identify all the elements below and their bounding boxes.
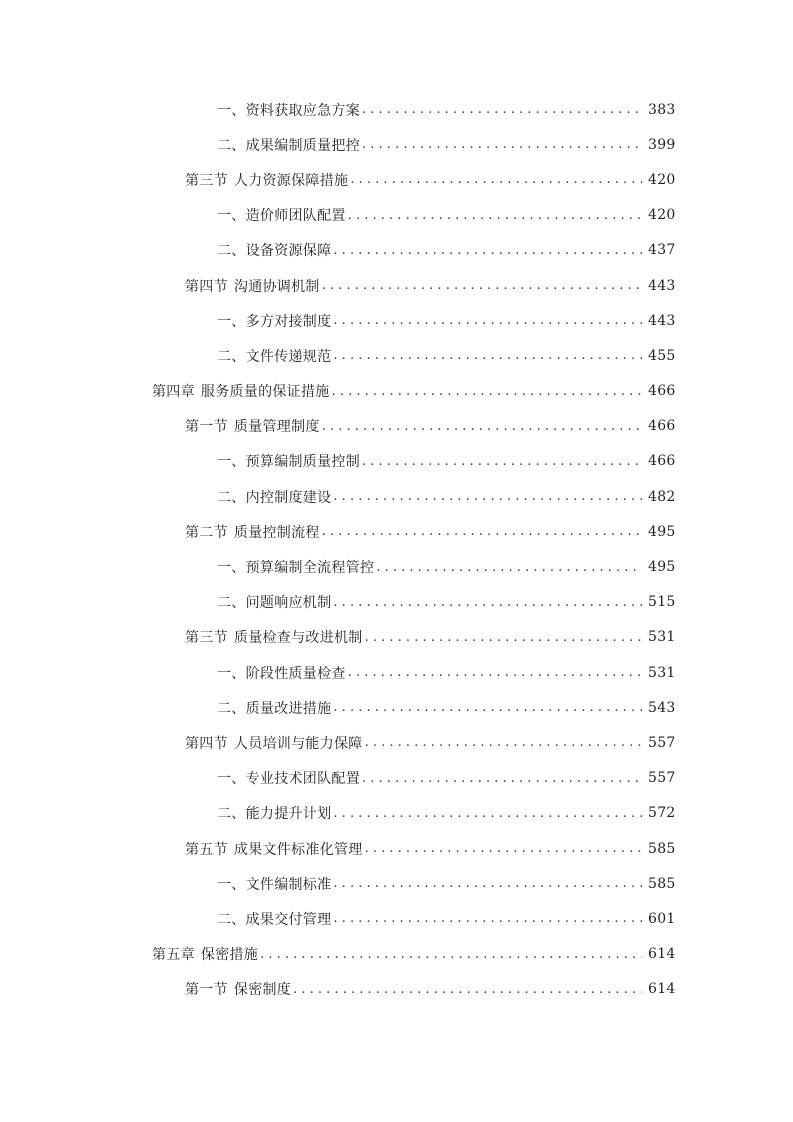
dot-leader [333, 313, 642, 328]
dot-leader [350, 172, 642, 187]
toc-entry-page-number: 420 [648, 207, 676, 224]
dot-leader [348, 665, 642, 680]
dot-leader [333, 806, 642, 821]
toc-entry[interactable] [0, 92, 793, 127]
dot-leader [365, 630, 642, 645]
dot-leader [362, 771, 642, 786]
toc-entry-number: 第五章 [152, 947, 195, 964]
dot-leader [332, 384, 642, 399]
toc-entry-page-number: 383 [648, 101, 676, 118]
dot-leader [333, 595, 642, 610]
toc-entry[interactable] [0, 549, 793, 584]
toc-entry-page-number: 614 [648, 946, 676, 963]
toc-entry-title: 成果文件标准化管理 [233, 841, 363, 858]
toc-entry-page-number: 437 [648, 242, 676, 259]
toc-entry-page-number: 420 [648, 171, 676, 188]
toc-entry-page-number: 557 [648, 770, 676, 787]
dot-leader [333, 489, 642, 504]
toc-entry[interactable] [0, 972, 793, 1007]
toc-entry[interactable] [0, 198, 793, 233]
toc-entry-number: 二、 [217, 911, 246, 928]
toc-entry-number: 第四节 [185, 735, 228, 752]
toc-entry-number: 第四章 [152, 384, 195, 401]
dot-leader [260, 947, 642, 962]
toc-entry[interactable] [0, 866, 793, 901]
toc-entry-number: 第二节 [185, 524, 228, 541]
toc-entry-title: 资料获取应急方案 [245, 102, 361, 119]
dot-leader [365, 841, 642, 856]
toc-entry-page-number: 455 [648, 347, 676, 364]
toc-entry-title: 预算编制全流程管控 [245, 560, 375, 577]
toc-entry[interactable] [0, 338, 793, 373]
toc-entry-number: 一、 [217, 771, 246, 788]
toc-entry-number: 一、 [217, 665, 246, 682]
toc-entry-title: 能力提升计划 [245, 806, 332, 823]
toc-entry-page-number: 466 [648, 453, 676, 470]
toc-entry-title: 质量管理制度 [233, 419, 320, 436]
toc-entry-page-number: 495 [648, 523, 676, 540]
toc-entry-page-number: 614 [648, 981, 676, 998]
dot-leader [322, 419, 642, 434]
toc-entry-page-number: 482 [648, 488, 676, 505]
toc-entry[interactable] [0, 444, 793, 479]
toc-entry-title: 内控制度建设 [245, 489, 332, 506]
toc-entry-number: 一、 [217, 208, 246, 225]
toc-entry[interactable] [0, 479, 793, 514]
toc-entry-title: 造价师团队配置 [245, 208, 346, 225]
toc-entry-title: 阶段性质量检查 [245, 665, 346, 682]
toc-entry-page-number: 572 [648, 805, 676, 822]
toc-entry-title: 成果编制质量把控 [245, 137, 361, 154]
toc-entry-page-number: 466 [648, 383, 676, 400]
toc-entry-page-number: 443 [648, 277, 676, 294]
toc-entry[interactable] [0, 268, 793, 303]
toc-entry-title: 多方对接制度 [245, 313, 332, 330]
dot-leader [333, 348, 642, 363]
toc-entry[interactable] [0, 937, 793, 972]
toc-entry[interactable] [0, 233, 793, 268]
toc-entry-title: 文件编制标准 [245, 876, 332, 893]
dot-leader [333, 911, 642, 926]
toc-entry-number: 第三节 [185, 172, 228, 189]
toc-entry-title: 设备资源保障 [245, 243, 332, 260]
dot-leader [362, 454, 642, 469]
toc-entry-title: 人员培训与能力保障 [233, 735, 363, 752]
toc-entry[interactable] [0, 725, 793, 760]
toc-entry-number: 第四节 [185, 278, 228, 295]
toc-entry-number: 二、 [217, 243, 246, 260]
toc-entry[interactable] [0, 901, 793, 936]
toc-entry-number: 第一节 [185, 982, 228, 999]
toc-entry-title: 问题响应机制 [245, 595, 332, 612]
dot-leader [376, 560, 642, 575]
dot-leader [322, 278, 642, 293]
toc-entry-page-number: 531 [648, 664, 676, 681]
toc-entry-number: 二、 [217, 700, 246, 717]
toc-entry-title: 保密措施 [200, 947, 259, 964]
toc-entry-page-number: 443 [648, 312, 676, 329]
dot-leader [333, 700, 642, 715]
toc-entry-title: 专业技术团队配置 [245, 771, 361, 788]
dot-leader [333, 243, 642, 258]
toc-entry[interactable] [0, 690, 793, 725]
toc-entry-number: 第一节 [185, 419, 228, 436]
toc-entry[interactable] [0, 796, 793, 831]
toc-entry-title: 保密制度 [233, 982, 292, 999]
toc-entry-page-number: 495 [648, 559, 676, 576]
toc-entry-number: 第五节 [185, 841, 228, 858]
toc-entry-title: 成果交付管理 [245, 911, 332, 928]
toc-entry-page-number: 585 [648, 875, 676, 892]
dot-leader [362, 137, 642, 152]
toc-entry-number: 一、 [217, 876, 246, 893]
toc-entry[interactable] [0, 374, 793, 409]
toc-entry[interactable] [0, 585, 793, 620]
toc-entry-number: 二、 [217, 489, 246, 506]
toc-entry-number: 一、 [217, 454, 246, 471]
dot-leader [333, 876, 642, 891]
toc-entry-page-number: 531 [648, 629, 676, 646]
toc-entry[interactable] [0, 303, 793, 338]
toc-entry-title: 文件传递规范 [245, 348, 332, 365]
toc-entry[interactable] [0, 409, 793, 444]
toc-entry-number: 一、 [217, 313, 246, 330]
toc-entry[interactable] [0, 127, 793, 162]
toc-entry-page-number: 466 [648, 418, 676, 435]
toc-entry-page-number: 601 [648, 910, 676, 927]
toc-entry-title: 质量检查与改进机制 [233, 630, 363, 647]
dot-leader [362, 102, 642, 117]
toc-entry[interactable] [0, 761, 793, 796]
toc-entry-page-number: 399 [648, 136, 676, 153]
toc-entry-number: 一、 [217, 560, 246, 577]
dot-leader [293, 982, 642, 997]
toc-entry-page-number: 515 [648, 594, 676, 611]
toc-entry[interactable] [0, 655, 793, 690]
toc-entry-page-number: 543 [648, 699, 676, 716]
toc-entry-page-number: 585 [648, 840, 676, 857]
dot-leader [365, 735, 642, 750]
toc-entry-title: 质量控制流程 [233, 524, 320, 541]
toc-entry-number: 二、 [217, 595, 246, 612]
toc-entry-page-number: 557 [648, 734, 676, 751]
dot-leader [322, 524, 642, 539]
toc-entry[interactable] [0, 162, 793, 197]
toc-entry-number: 一、 [217, 102, 246, 119]
toc-entry-number: 第三节 [185, 630, 228, 647]
toc-entry-title: 沟通协调机制 [233, 278, 320, 295]
dot-leader [348, 208, 642, 223]
toc-entry-number: 二、 [217, 137, 246, 154]
toc-entry[interactable] [0, 514, 793, 549]
toc-entry-title: 预算编制质量控制 [245, 454, 361, 471]
table-of-contents [0, 92, 793, 1007]
toc-entry[interactable] [0, 620, 793, 655]
toc-entry[interactable] [0, 831, 793, 866]
toc-entry-title: 服务质量的保证措施 [200, 384, 330, 401]
toc-entry-title: 质量改进措施 [245, 700, 332, 717]
toc-entry-title: 人力资源保障措施 [233, 172, 349, 189]
toc-entry-number: 二、 [217, 806, 246, 823]
toc-entry-number: 二、 [217, 348, 246, 365]
